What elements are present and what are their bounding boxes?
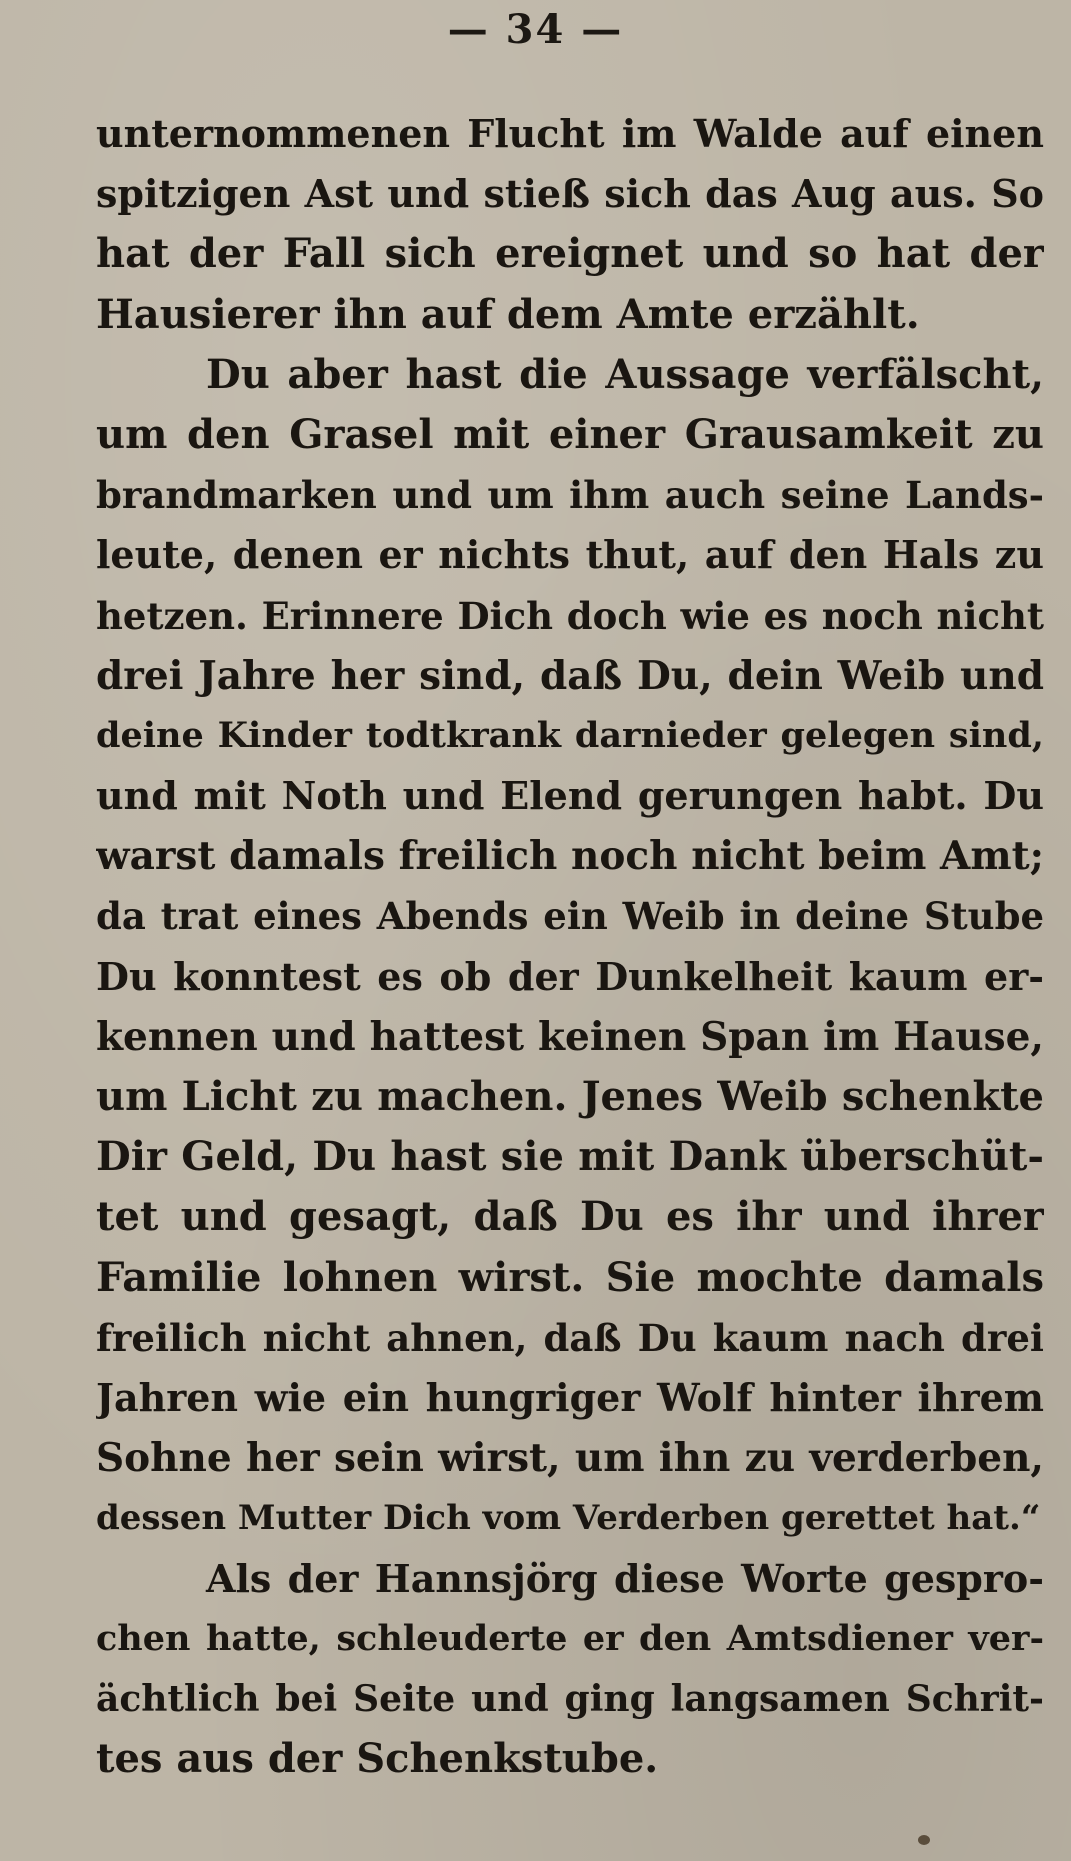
text-line: kennen und hattest keinen Span im Hause, bbox=[96, 1013, 1044, 1060]
text-body bbox=[96, 104, 1044, 1789]
text-line: deine Kinder todtkrank darnieder gelegen sind, bbox=[96, 714, 1044, 756]
page-number: — 34 — bbox=[447, 6, 624, 53]
text-line: Sohne her sein wirst, um ihn zu verderben, bbox=[96, 1435, 1044, 1482]
text-line: Hausierer ihn auf dem Amte erzählt. bbox=[96, 290, 920, 338]
text-line: chen hatte, schleuderte er den Amtsdiener ver- bbox=[96, 1617, 1044, 1659]
text-line: hetzen. Erinnere Dich doch wie es noch nicht bbox=[96, 593, 1044, 638]
text-line: drei Jahre her sind, daß Du, dein Weib und bbox=[96, 652, 1044, 699]
text-line: Als der Hannsjörg diese Worte gespro- bbox=[206, 1555, 1044, 1601]
text-line: warst damals freilich noch nicht beim Amt; bbox=[96, 833, 1044, 880]
text-line: Familie lohnen wirst. Sie mochte damals bbox=[96, 1253, 1044, 1301]
ink-spot bbox=[918, 1835, 930, 1845]
text-line: Jahren wie ein hungriger Wolf hinter ihrem bbox=[96, 1374, 1044, 1420]
text-line: dessen Mutter Dich vom Verderben gerettet hat.“ bbox=[96, 1498, 1041, 1539]
text-line: hat der Fall sich ereignet und so hat der bbox=[96, 230, 1044, 278]
text-line: Du konntest es ob der Dunkelheit kaum er- bbox=[96, 953, 1044, 999]
text-line: da trat eines Abends ein Weib in deine Stube bbox=[96, 894, 1044, 939]
text-line: ächtlich bei Seite und ging langsamen Schrit- bbox=[96, 1677, 1044, 1720]
text-line: um Licht zu machen. Jenes Weib schenkte bbox=[96, 1073, 1044, 1120]
text-line: um den Grasel mit einer Grausamkeit zu bbox=[96, 410, 1044, 458]
text-line: Du aber hast die Aussage verfälscht, bbox=[206, 350, 1044, 398]
text-line: Dir Geld, Du hast sie mit Dank überschüt- bbox=[96, 1133, 1044, 1181]
text-line: und mit Noth und Elend gerungen habt. Du bbox=[96, 773, 1044, 819]
text-line: tet und gesagt, daß Du es ihr und ihrer bbox=[96, 1193, 1044, 1241]
text-line: spitzigen Ast und stieß sich das Aug aus. So bbox=[96, 171, 1044, 217]
text-line: freilich nicht ahnen, daß Du kaum nach drei bbox=[96, 1315, 1044, 1360]
text-line: unternommenen Flucht im Walde auf einen bbox=[96, 111, 1044, 156]
text-line: tes aus der Schenkstube. bbox=[96, 1735, 659, 1783]
text-line: leute, denen er nichts thut, auf den Hals zu bbox=[96, 532, 1044, 578]
text-line: brandmarken und um ihm auch seine Lands- bbox=[96, 473, 1044, 518]
